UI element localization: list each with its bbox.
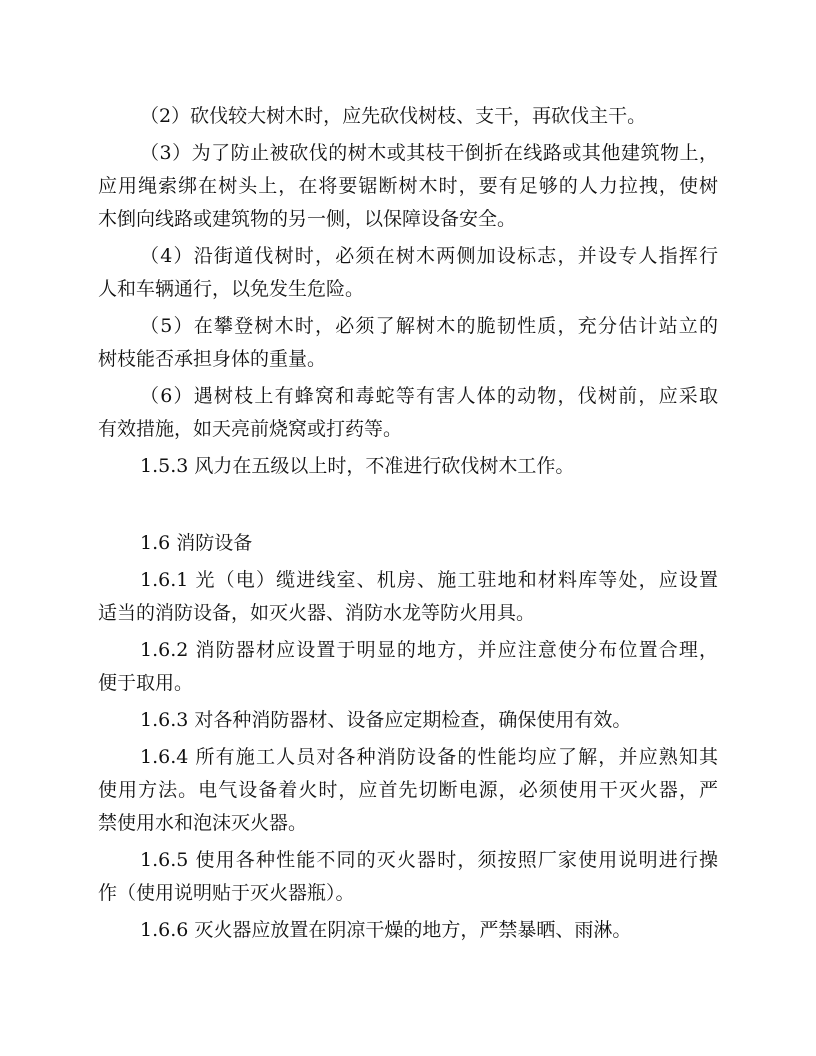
paragraph-line: 1.6.6 灭火器应放置在阴凉干燥的地方，严禁暴晒、雨淋。: [140, 919, 632, 941]
paragraph-line: （3）为了防止被砍伐的树木或其枝干倒折在线路或其他建筑物上，: [140, 142, 718, 164]
paragraph-street-felling: [98, 240, 718, 306]
paragraph-line: 作（使用说明贴于灭火器瓶）。: [98, 882, 355, 904]
paragraph-line: 1.5.3 风力在五级以上时，不准进行砍伐树木工作。: [140, 455, 575, 477]
paragraph-harmful-animals: [98, 380, 718, 446]
paragraph-line: 人和车辆通行，以免发生危险。: [98, 278, 365, 300]
paragraph-wind-level: [98, 450, 718, 483]
paragraph-line: 1.6.4 所有施工人员对各种消防设备的性能均应了解，并应熟知其: [140, 746, 718, 768]
paragraph-line: 树枝能否承担身体的重量。: [98, 348, 327, 370]
paragraph-line: 1.6.2 消防器材应设置于明显的地方，并应注意使分布位置合理，: [140, 639, 718, 661]
paragraph-line: 适当的消防设备，如灭火器、消防水龙等防火用具。: [98, 602, 536, 624]
paragraph-1-6-6: [98, 914, 718, 947]
paragraph-line: 有效措施，如天亮前烧窝或打药等。: [98, 418, 403, 440]
paragraph-line: 便于取用。: [98, 672, 194, 694]
section-heading-fire-equipment: [98, 527, 718, 560]
paragraph-line: 禁使用水和泡沫灭火器。: [98, 812, 308, 834]
paragraph-1-6-5: [98, 844, 718, 910]
section-heading-text: 1.6 消防设备: [140, 532, 253, 554]
paragraph-line: 1.6.1 光（电）缆进线室、机房、施工驻地和材料库等处，应设置: [140, 569, 718, 591]
paragraph-line: 1.6.5 使用各种性能不同的灭火器时，须按照厂家使用说明进行操: [140, 849, 718, 871]
paragraph-line: （2）砍伐较大树木时，应先砍伐树枝、支干，再砍伐主干。: [140, 105, 647, 127]
paragraph-felling-large-trees: [98, 100, 718, 133]
paragraph-line: （5）在攀登树木时，必须了解树木的脆韧性质，充分估计站立的: [140, 315, 718, 337]
paragraph-1-6-2: [98, 634, 718, 700]
paragraph-1-6-3: [98, 704, 718, 737]
paragraph-climbing-trees: [98, 310, 718, 376]
paragraph-line: 木倒向线路或建筑物的另一侧，以保障设备安全。: [98, 208, 517, 230]
paragraph-prevent-falling: [98, 137, 718, 236]
document-body: [98, 100, 718, 951]
paragraph-line: （4）沿街道伐树时，必须在树木两侧加设标志，并设专人指挥行: [140, 245, 718, 267]
paragraph-1-6-1: [98, 564, 718, 630]
paragraph-line: 使用方法。电气设备着火时，应首先切断电源，必须使用干灭火器，严: [98, 779, 718, 801]
paragraph-line: （6）遇树枝上有蜂窝和毒蛇等有害人体的动物，伐树前，应采取: [140, 385, 718, 407]
paragraph-line: 1.6.3 对各种消防器材、设备应定期检查，确保使用有效。: [140, 709, 632, 731]
paragraph-1-6-4: [98, 741, 718, 840]
paragraph-line: 应用绳索绑在树头上，在将要锯断树木时，要有足够的人力拉拽，使树: [98, 175, 718, 197]
